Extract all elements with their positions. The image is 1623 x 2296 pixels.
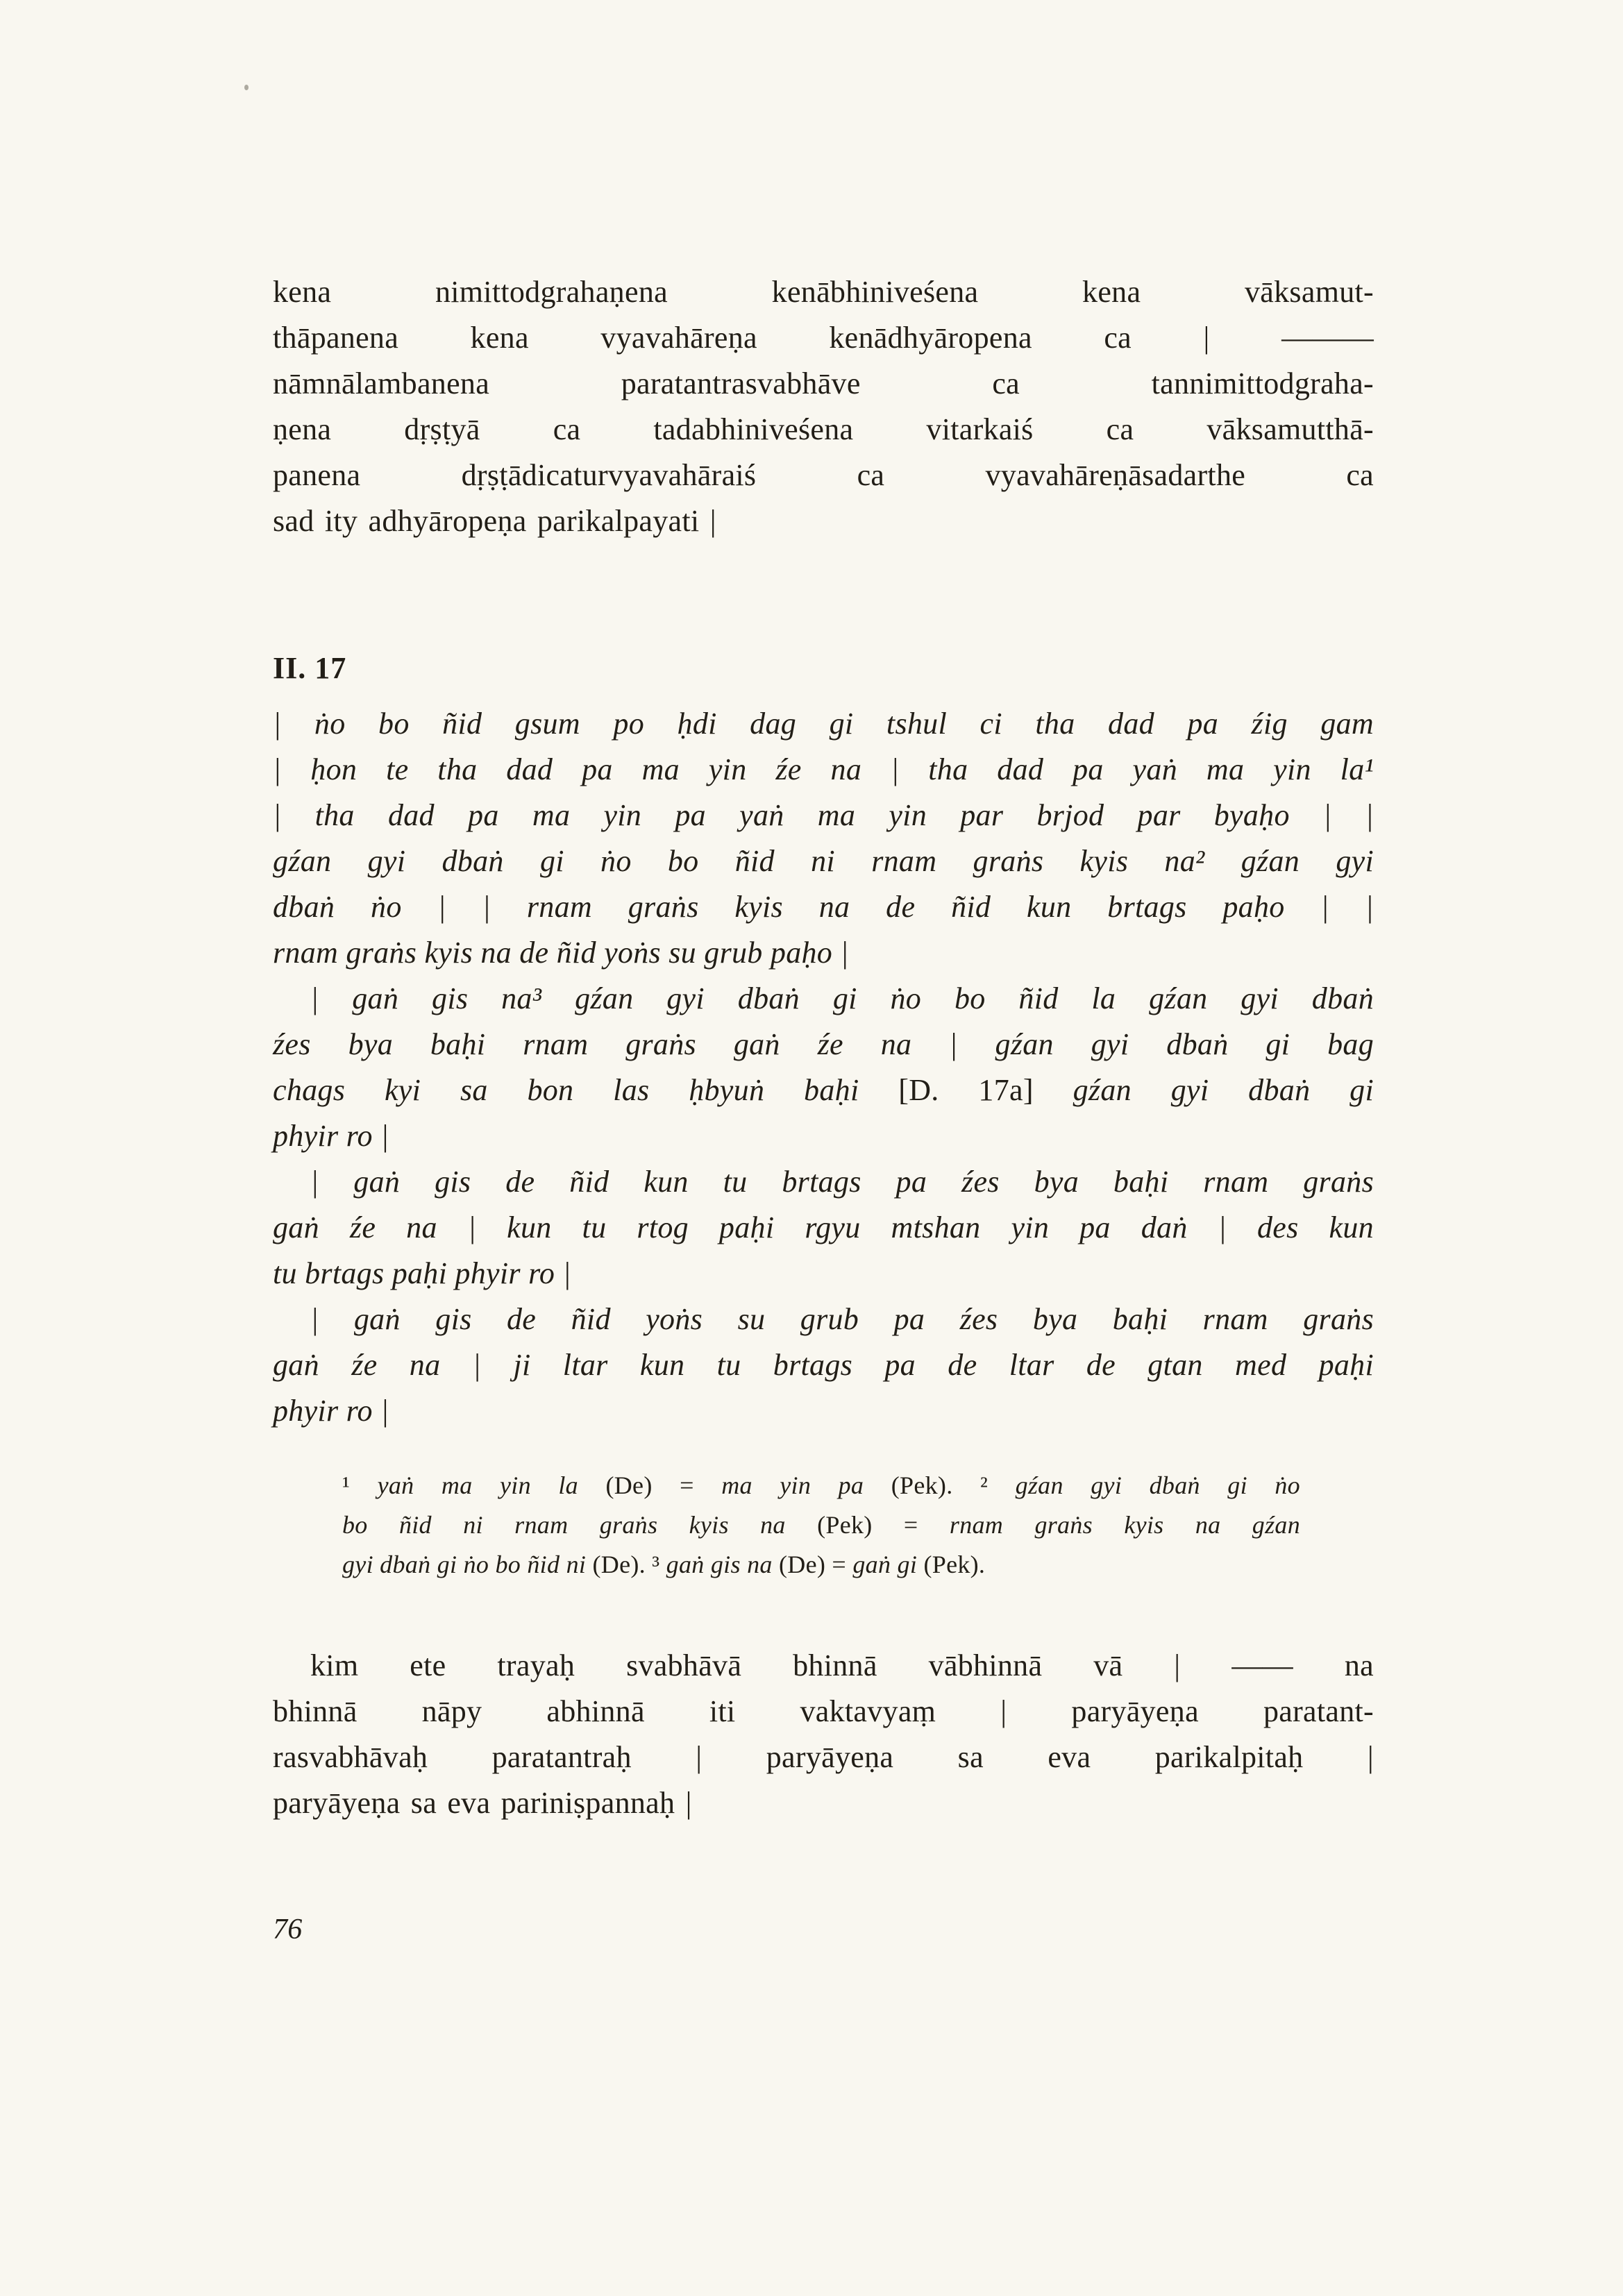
- text-line: bhinnā nāpy abhinnā iti vaktavyaṃ | paryāyeṇa paratant-: [273, 1694, 1374, 1728]
- text-line: | ḥon te tha dad pa ma yin źe na | tha dad pa yaṅ ma yin la¹: [273, 752, 1374, 786]
- tibetan-paragraph-4: [273, 1297, 1374, 1434]
- text-line: [342, 1466, 1300, 1505]
- text-line: phyir ro |: [273, 1394, 389, 1428]
- roman-text-segment: (De) =: [605, 1471, 722, 1499]
- text-line: nāmnālambanena paratantrasvabhāve ca tannimittodgraha-: [273, 366, 1374, 400]
- tibetan-paragraph-3: [273, 1159, 1374, 1297]
- text-line: gaṅ źe na | kun tu rtog paḥi rgyu mtshan yin pa daṅ | des kun: [273, 1210, 1374, 1244]
- italic-text-segment: bo ñid ni rnam graṅs kyis na: [342, 1511, 818, 1539]
- text-line: | gaṅ gis de ñid kun tu brtags pa źes bya baḥi rnam graṅs: [310, 1165, 1374, 1199]
- text-line: źes bya baḥi rnam graṅs gaṅ źe na | gźan gyi dbaṅ gi bag: [273, 1027, 1374, 1061]
- text-line: panena dṛṣṭādicaturvyavahāraiś ca vyavahāreṇāsadarthe ca: [273, 458, 1374, 492]
- text-line: [342, 1505, 1300, 1545]
- footnote-block: [342, 1466, 1300, 1585]
- italic-text-segment: gaṅ gi: [852, 1551, 924, 1578]
- page-number: 76: [273, 1914, 303, 1945]
- italic-text-segment: chags kyi sa bon las ḥbyuṅ baḥi: [273, 1073, 899, 1107]
- italic-text-segment: gźan gyi dbaṅ gi ṅo: [1015, 1471, 1300, 1499]
- italic-text-segment: yaṅ ma yin la: [377, 1471, 606, 1499]
- italic-text-segment: gaṅ gis na: [666, 1551, 779, 1578]
- italic-text-segment: ma yin pa: [721, 1471, 891, 1499]
- main-text-block: [273, 269, 1374, 1947]
- roman-text-segment: ³: [652, 1551, 666, 1578]
- roman-text-segment: (Pek).: [923, 1551, 986, 1578]
- sanskrit-paragraph-2: [273, 1643, 1374, 1826]
- text-line: dbaṅ ṅo | | rnam graṅs kyis na de ñid kun brtags paḥo | |: [273, 890, 1374, 924]
- text-line: | ṅo bo ñid gsum po ḥdi dag gi tshul ci tha dad pa źig gam: [273, 707, 1374, 741]
- text-line: | gaṅ gis na³ gźan gyi dbaṅ gi ṅo bo ñid la gźan gyi dbaṅ: [310, 981, 1374, 1015]
- scan-speck: [244, 85, 249, 90]
- italic-text-segment: gyi dbaṅ gi ṅo bo ñid ni: [342, 1551, 593, 1578]
- tibetan-paragraph-1: [273, 701, 1374, 976]
- text-line: paryāyeṇa sa eva pariniṣpannaḥ |: [273, 1786, 692, 1820]
- roman-text-segment: ¹: [342, 1471, 378, 1499]
- text-line: [342, 1545, 1300, 1585]
- text-line: sad ity adhyāropeṇa parikalpayati |: [273, 504, 716, 538]
- italic-text-segment: gźan gyi dbaṅ gi: [1033, 1073, 1374, 1107]
- sanskrit-paragraph-1: [273, 269, 1374, 544]
- text-line: ṇena dṛṣṭyā ca tadabhiniveśena vitarkaiś ca vāksamutthā-: [273, 412, 1374, 446]
- text-line: rnam graṅs kyis na de ñid yoṅs su grub paḥo |: [273, 936, 849, 970]
- text-line: rasvabhāvaḥ paratantraḥ | paryāyeṇa sa eva parikalpitaḥ |: [273, 1740, 1374, 1774]
- text-line: gźan gyi dbaṅ gi ṅo bo ñid ni rnam graṅs kyis na² gźan gyi: [273, 844, 1374, 878]
- text-line: | gaṅ gis de ñid yoṅs su grub pa źes bya baḥi rnam graṅs: [310, 1302, 1374, 1336]
- roman-text-segment: [D. 17a]: [898, 1073, 1034, 1107]
- tibetan-paragraph-2: [273, 976, 1374, 1159]
- roman-text-segment: (De).: [592, 1551, 653, 1578]
- italic-text-segment: rnam graṅs kyis na gźan: [949, 1511, 1301, 1539]
- roman-text-segment: (De) =: [778, 1551, 853, 1578]
- roman-text-segment: ²: [979, 1471, 1016, 1499]
- text-line: [273, 1067, 1374, 1113]
- text-line: kim ete trayaḥ svabhāvā bhinnā vābhinnā vā | —— na: [310, 1648, 1374, 1682]
- text-line: phyir ro |: [273, 1119, 389, 1153]
- text-line: thāpanena kena vyavahāreṇa kenādhyāropena ca | ———: [273, 321, 1374, 355]
- roman-text-segment: (Pek).: [891, 1471, 980, 1499]
- text-line: kena nimittodgrahaṇena kenābhiniveśena kena vāksamut-: [273, 275, 1374, 309]
- section-heading: II. 17: [273, 651, 347, 685]
- text-line: | tha dad pa ma yin pa yaṅ ma yin par brjod par byaḥo | |: [273, 798, 1374, 832]
- roman-text-segment: (Pek) =: [817, 1511, 950, 1539]
- text-line: gaṅ źe na | ji ltar kun tu brtags pa de ltar de gtan med paḥi: [273, 1348, 1374, 1382]
- text-line: tu brtags paḥi phyir ro |: [273, 1256, 571, 1290]
